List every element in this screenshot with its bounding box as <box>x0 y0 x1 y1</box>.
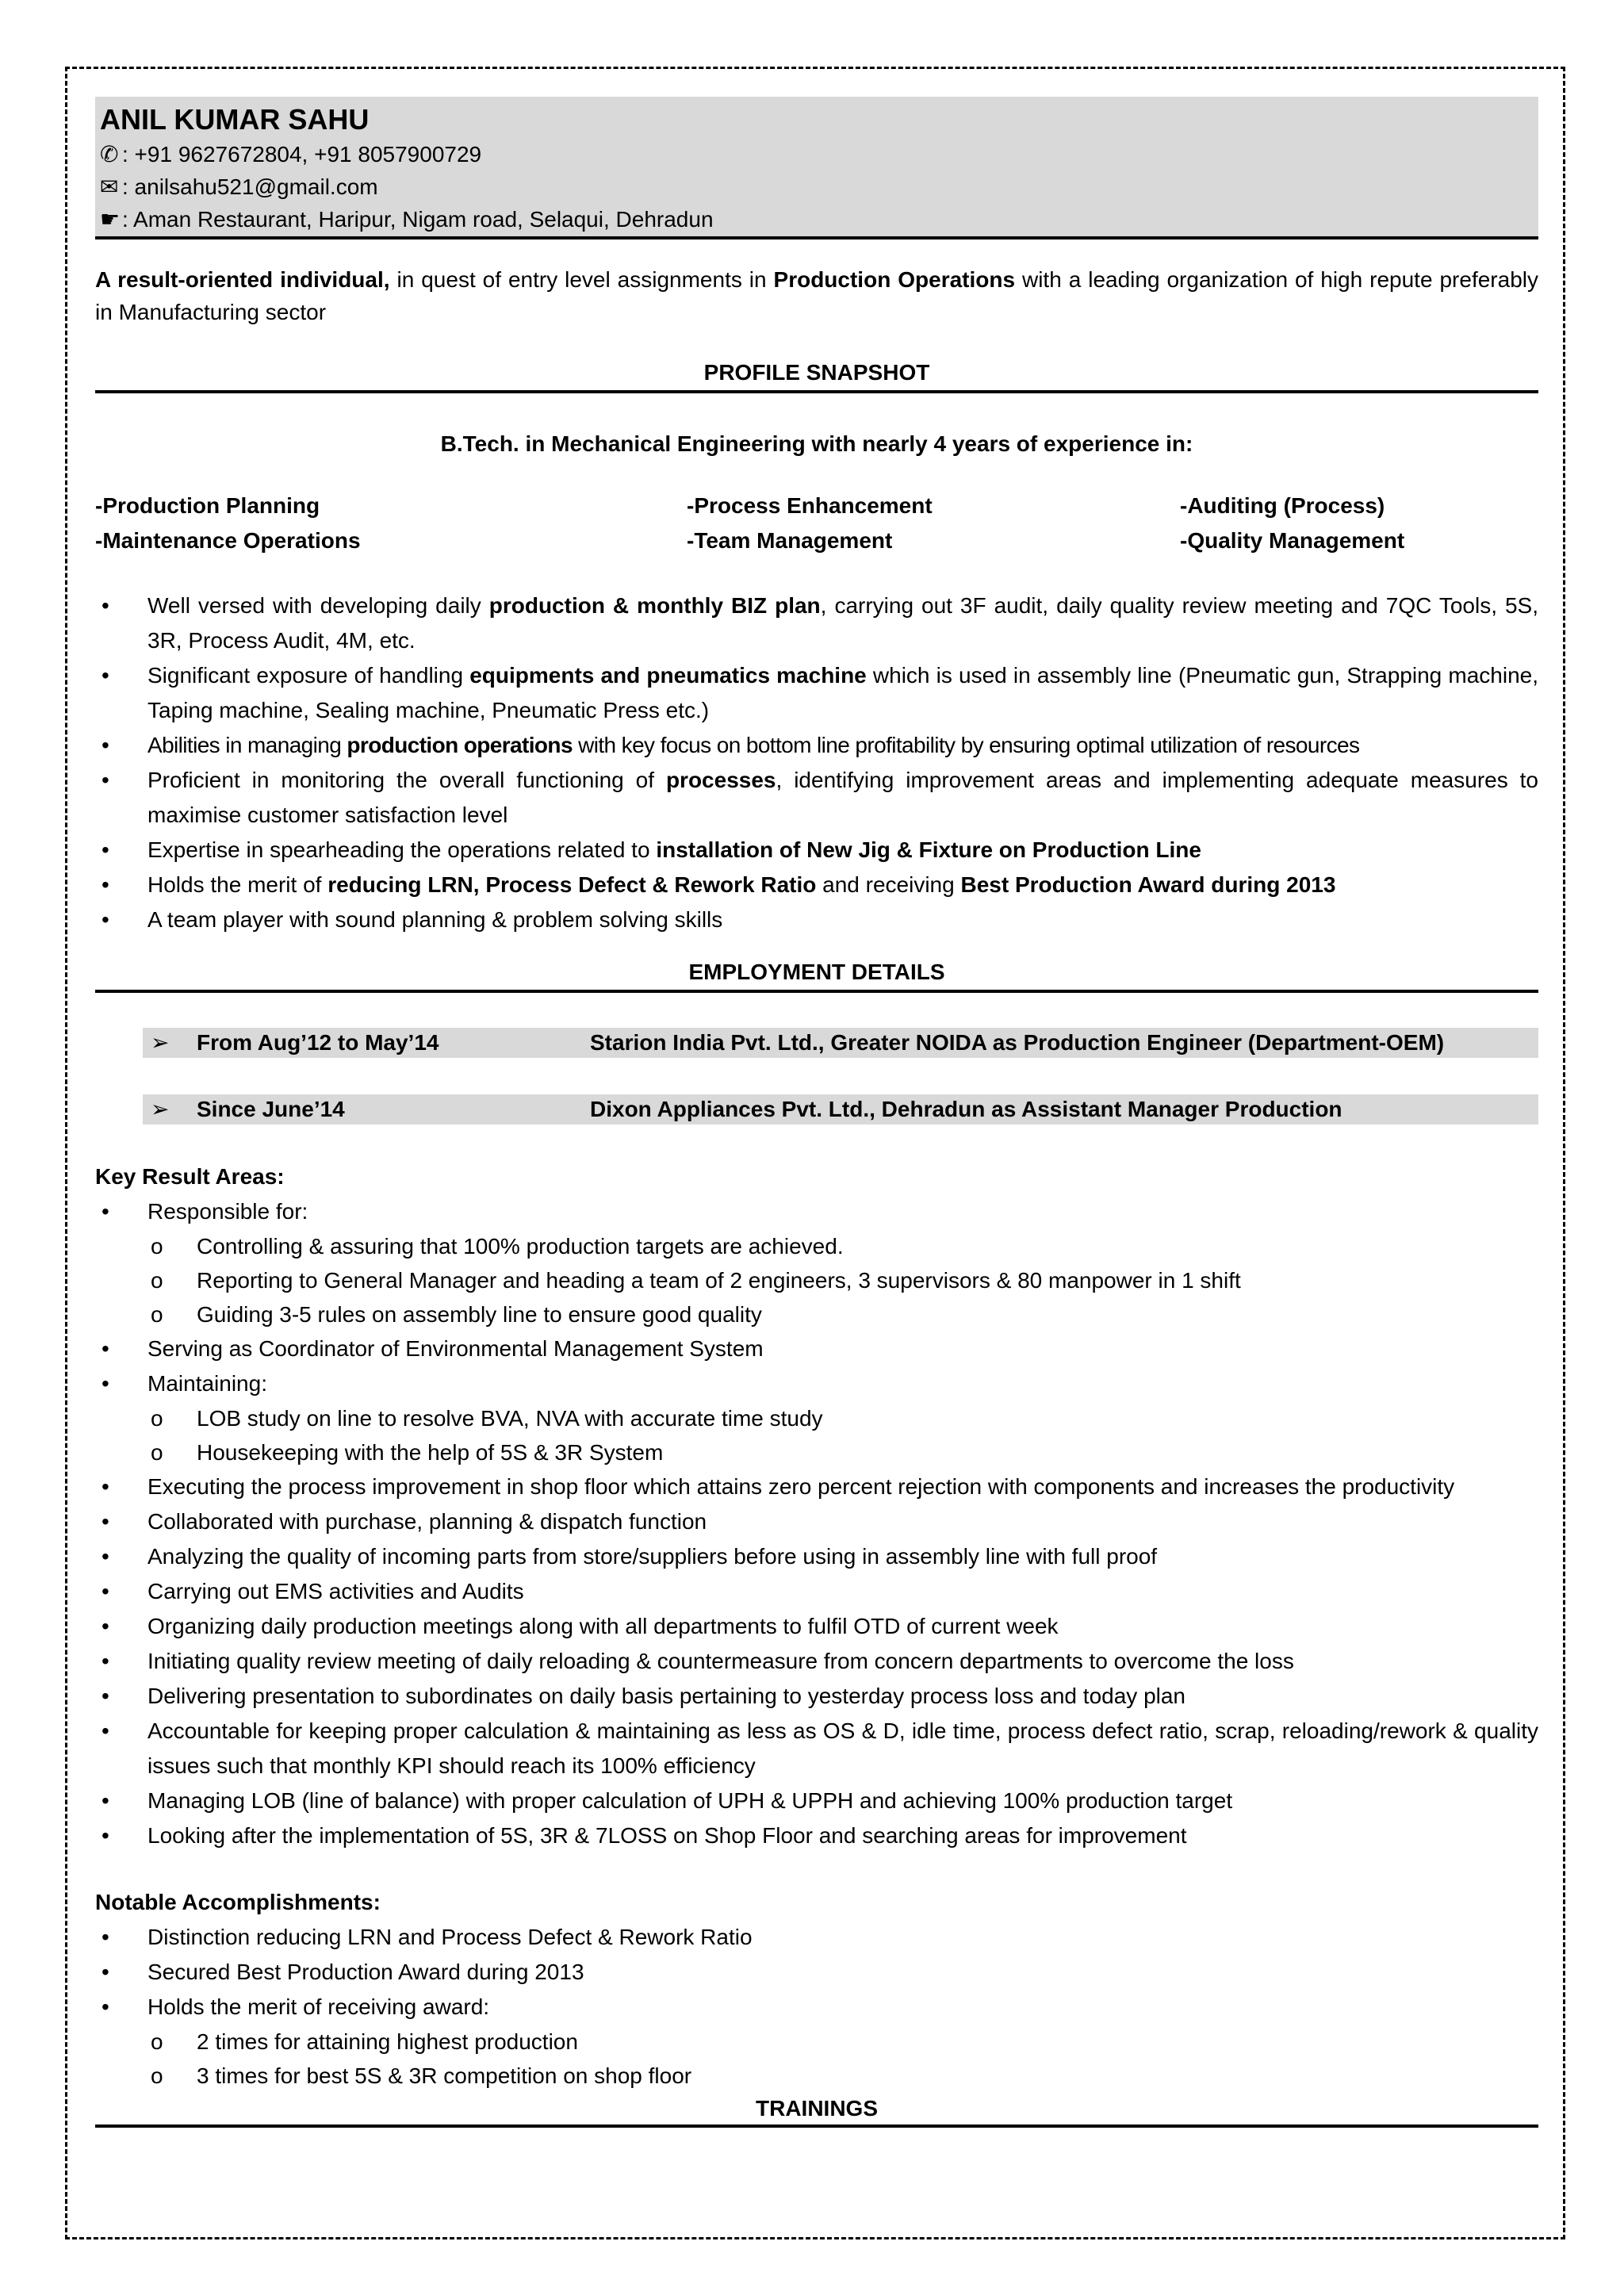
employment-company: Starion India Pvt. Ltd., Greater NOIDA as Production Engineer (Department-OEM) <box>590 1030 1445 1055</box>
bullet-text: Abilities in managing <box>147 733 347 757</box>
objective-lead: A result-oriented individual, <box>95 267 390 292</box>
bullet-bold: Best Production Award during 2013 <box>960 872 1336 897</box>
list-item: • Initiating quality review meeting of daily reloading & countermeasure from concern departments to overcome the loss <box>95 1644 1538 1679</box>
bullet-text: which is used in assembly line (Pneumatic gun, Strapping machine, Taping machine, Sealing machine, Pneumatic Press etc.) <box>147 663 1539 722</box>
accomplishments-heading: Notable Accomplishments: <box>95 1890 381 1914</box>
sub-list <box>147 1401 1538 1469</box>
bullet-text: , carrying out 3F audit, daily quality review meeting and 7QC Tools, 5S, 3R, Process Audit, 4M, etc. <box>147 593 1538 653</box>
skill-item: -Quality Management <box>1180 528 1405 553</box>
objective-text-1: in quest of entry level assignments in <box>389 267 774 292</box>
list-item: • Organizing daily production meetings along with all departments to fulfil OTD of current week <box>95 1609 1538 1644</box>
sub-list <box>147 2025 1538 2093</box>
bullet-bold: equipments and pneumatics machine <box>469 663 867 688</box>
skill-item: -Auditing (Process) <box>1180 493 1385 518</box>
list-item: • Delivering presentation to subordinates on daily basis pertaining to yesterday process loss and today plan <box>95 1679 1538 1714</box>
email-address: : anilsahu521@gmail.com <box>122 174 378 199</box>
bullet-bold: processes <box>665 768 776 792</box>
list-item <box>95 902 1538 937</box>
list-item: • Looking after the implementation of 5S, 3R & 7LOSS on Shop Floor and searching areas for improvement <box>95 1818 1538 1853</box>
phone-icon: ✆ <box>100 142 119 167</box>
list-item <box>95 1366 1538 1469</box>
address-line <box>100 203 1534 236</box>
skill-item: -Maintenance Operations <box>95 528 361 553</box>
resume-page <box>95 97 1538 2128</box>
bullet-bold: production & monthly BIZ plan <box>488 593 821 618</box>
list-item <box>95 1990 1538 2093</box>
section-title-trainings: TRAININGS <box>756 2096 878 2121</box>
list-item <box>95 833 1538 868</box>
section-rule <box>95 390 1538 393</box>
section-rule <box>95 990 1538 993</box>
bullet-text: Responsible for: <box>147 1199 308 1224</box>
list-item <box>95 763 1538 833</box>
bullet-text: Well versed with developing daily <box>147 593 489 618</box>
bullet-text: A team player with sound planning & problem solving skills <box>147 907 723 932</box>
skill-item: -Process Enhancement <box>687 493 933 518</box>
list-item: • Executing the process improvement in shop floor which attains zero percent rejection with components and increases the productivity <box>95 1469 1538 1504</box>
bullet-text: and receiving <box>816 872 961 897</box>
list-item: • Serving as Coordinator of Environmental Management System <box>95 1331 1538 1366</box>
sub-list-item: o Housekeeping with the help of 5S & 3R System <box>95 1435 1538 1469</box>
degree-line: B.Tech. in Mechanical Engineering with nearly 4 years of experience in: <box>440 431 1193 456</box>
skill-item: -Team Management <box>687 528 893 553</box>
candidate-name: ANIL KUMAR SAHU <box>100 103 370 136</box>
employment-period: Since June’14 <box>197 1097 345 1121</box>
header-block <box>95 97 1538 236</box>
accomplishments-list <box>95 1920 1538 2093</box>
list-item: • Accountable for keeping proper calculation & maintaining as less as OS & D, idle time, process defect ratio, scrap, reloading/rework & quality issues such that monthly KPI should reach its 100% efficiency <box>95 1714 1538 1784</box>
sub-list <box>147 1229 1538 1331</box>
list-item: • Managing LOB (line of balance) with proper calculation of UPH & UPPH and achieving 100% production target <box>95 1784 1538 1818</box>
employment-company: Dixon Appliances Pvt. Ltd., Dehradun as Assistant Manager Production <box>590 1097 1342 1121</box>
sub-list-item: o Controlling & assuring that 100% production targets are achieved. <box>95 1229 1538 1263</box>
bullet-text: , identifying improvement areas and implementing adequate measures to maximise customer satisfaction level <box>147 768 1538 827</box>
sub-list-item: o Reporting to General Manager and heading a team of 2 engineers, 3 supervisors & 80 manpower in 1 shift <box>95 1263 1538 1297</box>
profile-bullets <box>95 588 1538 937</box>
list-item: • Distinction reducing LRN and Process Defect & Rework Ratio <box>95 1920 1538 1955</box>
sub-list-item: o 2 times for attaining highest production <box>95 2025 1538 2059</box>
employment-row <box>143 1028 1538 1058</box>
list-item <box>95 1194 1538 1331</box>
bullet-text: Holds the merit of <box>147 872 328 897</box>
employment-period: From Aug’12 to May’14 <box>197 1030 439 1055</box>
kra-heading: Key Result Areas: <box>95 1164 285 1189</box>
section-title-profile: PROFILE SNAPSHOT <box>703 360 930 385</box>
arrow-bullet-icon: ➢ <box>151 1097 170 1121</box>
employment-row <box>143 1094 1538 1125</box>
objective-highlight: Production Operations <box>773 267 1016 292</box>
list-item <box>95 588 1538 658</box>
list-item: • Analyzing the quality of incoming parts from store/suppliers before using in assembly line with full proof <box>95 1539 1538 1574</box>
bullet-text: Expertise in spearheading the operations related to <box>147 837 657 862</box>
list-item <box>95 658 1538 728</box>
list-item: • Collaborated with purchase, planning & dispatch function <box>95 1504 1538 1539</box>
phone-line <box>100 138 1534 170</box>
postal-address: : Aman Restaurant, Haripur, Nigam road, Selaqui, Dehradun <box>122 207 714 232</box>
sub-list-item: o 3 times for best 5S & 3R competition on shop floor <box>95 2059 1538 2093</box>
email-line <box>100 170 1534 203</box>
list-item <box>95 868 1538 902</box>
arrow-bullet-icon: ➢ <box>151 1030 170 1055</box>
bullet-text: Holds the merit of receiving award: <box>147 1994 490 2019</box>
sub-list-item: o Guiding 3-5 rules on assembly line to ensure good quality <box>95 1297 1538 1331</box>
section-rule <box>95 2125 1538 2128</box>
bullet-text: Maintaining: <box>147 1371 267 1396</box>
bullet-bold: production operations <box>347 733 573 757</box>
kra-list <box>95 1194 1538 1853</box>
bullet-bold: reducing LRN, Process Defect & Rework Ratio <box>327 872 817 897</box>
list-item: • Carrying out EMS activities and Audits <box>95 1574 1538 1609</box>
bullet-text: Proficient in monitoring the overall functioning of <box>147 768 666 792</box>
bullet-text: with key focus on bottom line profitability by ensuring optimal utilization of resources <box>572 733 1360 757</box>
bullet-text: Significant exposure of handling <box>147 663 470 688</box>
bullet-bold: installation of New Jig & Fixture on Production Line <box>656 837 1201 862</box>
list-item: • Secured Best Production Award during 2013 <box>95 1955 1538 1990</box>
header-rule <box>95 236 1538 239</box>
skills-grid <box>95 489 1538 558</box>
objective-statement <box>95 263 1538 328</box>
section-title-employment: EMPLOYMENT DETAILS <box>688 960 945 984</box>
sub-list-item: o LOB study on line to resolve BVA, NVA with accurate time study <box>95 1401 1538 1435</box>
envelope-icon: ✉ <box>100 174 119 199</box>
address-icon: ☛ <box>100 207 121 232</box>
list-item <box>95 728 1538 763</box>
skill-item: -Production Planning <box>95 493 320 518</box>
objective-text-2: with a leading organization of high repute preferably in Manufacturing sector <box>95 267 1538 324</box>
phone-numbers: : +91 9627672804, +91 8057900729 <box>122 142 482 167</box>
